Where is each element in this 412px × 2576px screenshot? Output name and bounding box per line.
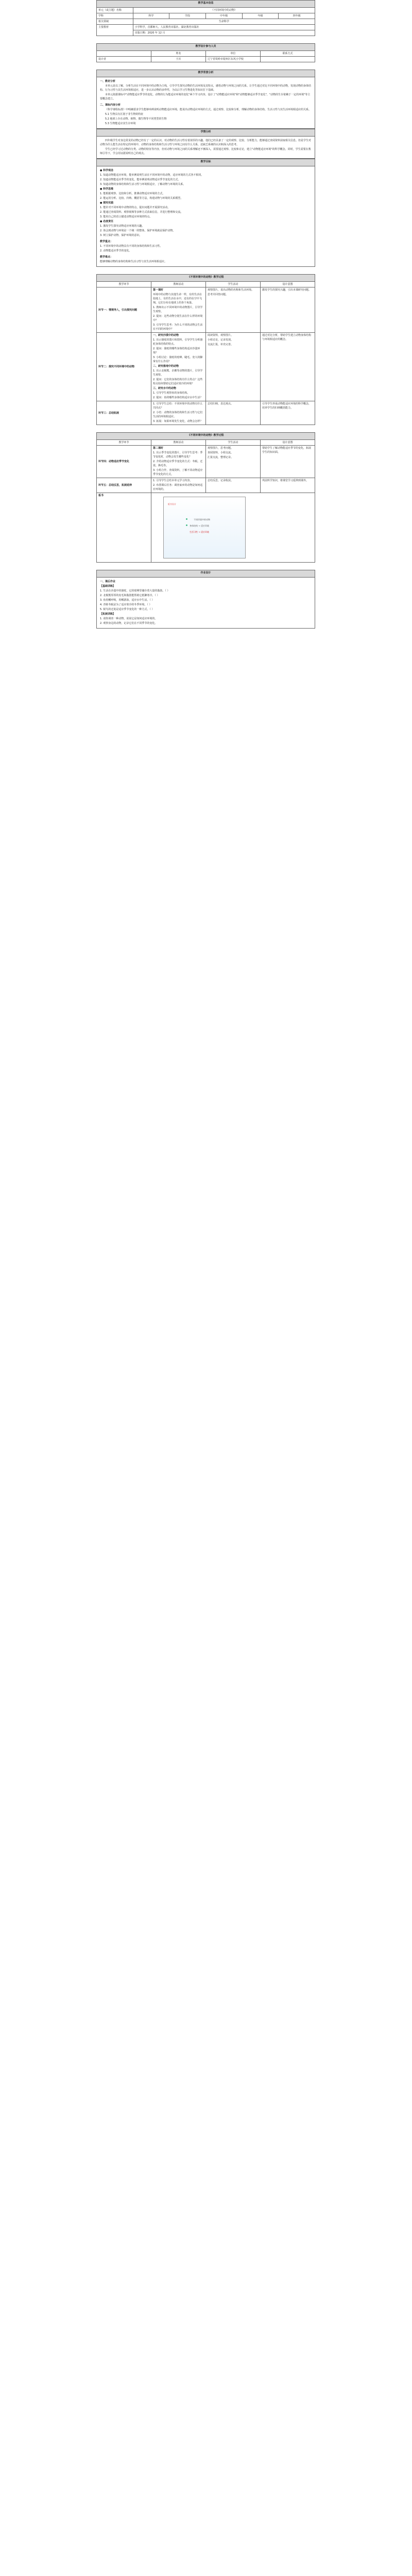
objective-item: 2. 知道动物能适应季节的变化，能举例说明动物适应季节变化的方式。 bbox=[100, 178, 181, 181]
label-field: 相关领域 bbox=[97, 19, 133, 25]
teacher-line: 环境中的动物与其他生命一样，有的生活在陆地上，有的生活在水中，还有的在空中飞翔。它们分布在地球上的各个角落。 bbox=[153, 293, 202, 304]
homework-item: 3. 鱼用鳃呼吸，用鳍游泳，适应水中生活。（ ） bbox=[100, 599, 154, 602]
section-title-homework: 作业设计 bbox=[97, 570, 315, 578]
section-title-process-2: 《不同环境中的动物》教学过程 bbox=[97, 433, 315, 440]
board-line-3: 生活习性 → 适应环境 bbox=[190, 531, 209, 533]
header-stage: 教学环节 bbox=[97, 282, 151, 287]
student-line: 小组讨论，记录发现。 bbox=[208, 338, 234, 342]
header-teacher: 教师活动 bbox=[151, 282, 206, 287]
teacher-line: 3. 拓展：如果环境发生变化，动物会怎样？ bbox=[153, 420, 203, 423]
teacher-line: 2. 提问：这些动物分别生活在什么样的环境中？ bbox=[153, 315, 203, 322]
objective-head: ● 科学观念 bbox=[100, 169, 114, 172]
teacher-line: 一、研究沙漠中的动物 bbox=[153, 334, 179, 337]
objective-head: ● 科学思维 bbox=[100, 188, 114, 191]
teacher-line: 1. 引导学生总结：不同环境中的动物有什么共同点？ bbox=[153, 402, 203, 410]
student-line: 观察图片，说出动物的名称和生活环境。 bbox=[208, 289, 254, 292]
homework-sub: 【基础训练】 bbox=[100, 585, 116, 588]
board-line-1: 不同环境中的动物 bbox=[194, 518, 210, 521]
homework-table bbox=[96, 570, 315, 629]
homework-item: 1. 请你调查一种动物，说说它是如何适应环境的。 bbox=[100, 617, 158, 620]
value-unit: 《不同环境中的动物》 bbox=[133, 8, 315, 13]
header-student: 学生活动 bbox=[206, 282, 261, 287]
intent-line: 引导学生形成动物能适应环境的科学概念，培养学生的归纳概括能力。 bbox=[262, 402, 312, 410]
student-line: 总结归纳，表达观点。 bbox=[208, 402, 234, 405]
intent-line: 巩固所学知识，将课堂学习延伸到课外。 bbox=[262, 479, 309, 482]
section-title-objectives: 教学目标 bbox=[97, 159, 315, 166]
teacher-line: 二、研究极地中的动物 bbox=[153, 365, 179, 368]
difficulty-item: 能够理解动物的身体结构和生活习性与其生活环境相适应。 bbox=[100, 260, 167, 263]
student-line: 总结反思，记录收获。 bbox=[208, 479, 234, 482]
board-line-2: 身体结构 → 适应环境 bbox=[190, 524, 209, 527]
value-stage: 中年级 bbox=[205, 13, 242, 19]
standard-item: 5.1 生物具有区别于非生物的特征 bbox=[105, 113, 144, 116]
learner-analysis-table bbox=[96, 129, 315, 159]
board-design-image bbox=[163, 497, 246, 558]
teacher-line: 3. 引导学生思考：为什么不同的动物会生活在不同的环境中？ bbox=[153, 324, 203, 331]
teacher-line: 1. 引导学生观察鱼的身体结构。 bbox=[153, 392, 190, 395]
key-points-head: 教学重点： bbox=[100, 240, 113, 243]
teacher-line: 2. 提问：鱼的哪些身体结构适应水中生活？ bbox=[153, 396, 203, 399]
header-intent: 设计意图 bbox=[261, 282, 315, 287]
header-student: 学生活动 bbox=[206, 440, 261, 446]
bullet-dot-icon bbox=[186, 524, 187, 526]
teacher-line: 1. 出示骆驼的图片和资料，引导学生分析骆驼身体结构的特点。 bbox=[153, 338, 203, 346]
objective-item: 3. 知道动物的身体结构和生活习性与环境相适应，了解动物与环境的关系。 bbox=[100, 183, 186, 186]
label-subject: 学科 bbox=[97, 13, 133, 19]
section-title-designer: 教学设计参与人员 bbox=[97, 44, 315, 51]
objective-item: 2. 能运用分析、比较、归纳、概括等方法，构建动物与环境的关系模型。 bbox=[100, 197, 183, 200]
standards-head: 二、课标内容分析 bbox=[100, 104, 121, 107]
teacher-line: 第二课时 bbox=[153, 447, 164, 450]
designer-role: 设计者 bbox=[97, 57, 151, 62]
student-line: 汇报交流，整理记录。 bbox=[208, 456, 234, 459]
label-stage: 学段 bbox=[169, 13, 206, 19]
learner-para-2: 学生已经学习过动物的分类、动物的特征等内容，但对动物与环境之间的关系理解还不够深入，需要通过观察、比较和讨论，建立"动物能适应环境"的科学概念。同时，学生需要在教师引导下，学会用证据说明自己的观点。 bbox=[100, 148, 311, 155]
teacher-line: 3. 小组合作，查阅资料，了解不同动物适应季节变化的方式。 bbox=[153, 469, 203, 476]
teacher-line: 1. 教师出示不同环境中的动物图片，引导学生观察。 bbox=[153, 306, 203, 313]
teacher-line: 1. 引导学生总结本单元学习内容。 bbox=[153, 479, 193, 482]
stage-cell: 环节三：总结拓展 bbox=[97, 401, 151, 425]
key-point-item: 1. 不同环境中的动物具有不同的身体结构和生活习性。 bbox=[100, 245, 163, 248]
intent-line: 帮助学生了解动物能适应季节的变化，拓展学生的知识面。 bbox=[262, 447, 312, 454]
objective-item: 2. 能通过查阅资料、观察视频等多种方式获取信息，并进行整理和交流。 bbox=[100, 211, 183, 214]
teacher-line: 1. 出示北极熊、企鹅等动物的图片，引导学生观察。 bbox=[153, 369, 203, 377]
key-point-item: 2. 动物能适应季节的变化。 bbox=[100, 249, 132, 252]
header-contact: 联系方式 bbox=[261, 51, 315, 57]
header-unit: 单位 bbox=[206, 51, 261, 57]
stage-cell: 环节五：总结反思，拓展延伸 bbox=[97, 478, 151, 493]
objective-head: ● 态度责任 bbox=[100, 220, 114, 223]
stage-cell: 环节二：探究不同环境中的动物 bbox=[97, 333, 151, 401]
label-grade: 年级 bbox=[242, 13, 279, 19]
value-grade: 四年级 bbox=[279, 13, 315, 19]
designer-name: 王兵 bbox=[151, 57, 206, 62]
objective-item: 1. 能针对不同环境中动物的特点，提出问题并开展探究活动。 bbox=[100, 206, 170, 209]
section-title-analysis: 教学背景分析 bbox=[97, 70, 315, 77]
standard-item: 5.2 地球上存在动物、植物、微生物等不同类型的生物 bbox=[105, 117, 167, 121]
designer-table bbox=[96, 43, 315, 62]
board-label: 板书 bbox=[97, 493, 151, 563]
teacher-line: 2. 布置课后任务：调查家乡的动物是如何适应环境的。 bbox=[153, 484, 203, 491]
header-stage: 教学环节 bbox=[97, 440, 151, 446]
objective-head: ● 探究实践 bbox=[100, 201, 114, 205]
objective-item: 3. 树立保护动物、保护环境的意识。 bbox=[100, 234, 142, 237]
teacher-line: 1. 出示季节变化的图片，引导学生思考：季节变化时，动物会发生哪些变化？ bbox=[153, 451, 203, 459]
header-teacher: 教师活动 bbox=[151, 440, 206, 446]
section-title-process-1: 《不同环境中的动物》教学过程 bbox=[97, 275, 315, 282]
bullet-dot-icon bbox=[186, 518, 187, 520]
intent-line: 通过对比分析，帮助学生建立动物身体结构与环境相适应的概念。 bbox=[262, 334, 312, 341]
header-name: 姓名 bbox=[151, 51, 206, 57]
value-textbook: 小学科学，首都师大、人民教育出版社、湖北教育出版社 bbox=[133, 25, 315, 30]
homework-item: 2. 北极熊厚厚的皮毛和脂肪能帮助它抵御寒冷。（ ） bbox=[100, 594, 160, 597]
homework-sub: 【拓展训练】 bbox=[100, 613, 116, 616]
label-textbook: 主要教材 bbox=[97, 25, 133, 36]
stage-cell: 环节一：情境导入，引出探究问题 bbox=[97, 287, 151, 333]
basic-info-table bbox=[96, 0, 315, 36]
teacher-line: 2. 介绍动物适应季节变化的方式：冬眠、迁徙、换毛等。 bbox=[153, 460, 203, 467]
background-analysis-table bbox=[96, 70, 315, 129]
difficulty-head: 教学难点： bbox=[100, 256, 113, 259]
objective-item: 3. 能用自己的语言描述动物适应环境的特点。 bbox=[100, 215, 152, 218]
objective-item: 1. 知道动物能适应环境，能举例说明生活在不同环境中的动物，适应环境的方式各不相同。 bbox=[100, 174, 204, 177]
designer-unit: 辽宁省铁岭市银州区东风小学校 bbox=[206, 57, 261, 62]
student-line: 观察图片，思考问题。 bbox=[208, 447, 234, 450]
analysis-para-2: 本单元依据课标中"动物能适应季节的变化，动物的行为能适应环境的变化"两个学习内容，设计了"动物能适应环境"和"动物能够适应季节变化"，"动物的生存依赖于一定的环境"等主要概念建立。 bbox=[100, 93, 311, 100]
teacher-line: 三、研究水中的动物 bbox=[153, 387, 177, 390]
homework-item: 1. 生活在沙漠中的骆驼，它的驼峰里储存着大量的脂肪。（ ） bbox=[100, 589, 170, 592]
value-subject: 科学 bbox=[133, 13, 169, 19]
header-intent: 设计意图 bbox=[261, 440, 315, 446]
board-header: 板书设计 bbox=[168, 503, 176, 505]
student-line: 阅读资料，观察图片。 bbox=[208, 334, 234, 337]
objective-item: 2. 体会到动物与环境是一个统一的整体，保护环境就是保护动物。 bbox=[100, 229, 176, 232]
value-publish-date: 出版日期：2020 年 12 月 bbox=[133, 30, 315, 36]
homework-head: 一、课后作业 bbox=[100, 580, 116, 583]
analysis-para-1: 本单元是以了解、分析生活在不同环境中的动物为主线，引导学生探究动物的生活环境及其特点，感悟动物与环境之间的关系。让学生通过对比不同环境中的动物，发现动物的身体结构、行为习性与其生活环境相适应，进一步认识动物的多样性，为以后学习生物进化等知识打下基础。 bbox=[100, 84, 312, 92]
student-line: 思考并回答问题。 bbox=[208, 293, 229, 296]
process-table-2 bbox=[96, 432, 315, 563]
stage-cell: 环节四：动物适应季节变化 bbox=[97, 446, 151, 478]
objectives-table bbox=[96, 159, 315, 267]
section-title-basic-info: 教学基本信息 bbox=[97, 1, 315, 8]
student-line: 查阅资料，小组交流。 bbox=[208, 451, 234, 454]
label-unit: 单元（或主题）名称 bbox=[97, 8, 133, 13]
teacher-line: 第一课时 bbox=[153, 289, 164, 292]
standards-intro: 《科学课程标准》中明确要求学生能够举例说明动物能适应环境，能说出动物适应环境的方式。通过观察、比较和分析，理解动物的身体结构、生活习性与其生活环境相适应的关系。 bbox=[105, 108, 312, 111]
section-title-learner: 学情分析 bbox=[97, 129, 315, 137]
standard-item: 5.3 生物能适应其生存环境 bbox=[105, 122, 136, 125]
student-line: 交流汇报，补充完善。 bbox=[208, 343, 234, 346]
homework-item: 4. 青蛙冬眠是为了适应寒冷的冬季环境。（ ） bbox=[100, 603, 152, 606]
intent-line: 激发学生的探究兴趣，引出本课研究问题。 bbox=[262, 289, 312, 292]
objective-item: 1. 激发学生探究动物适应环境的兴趣。 bbox=[100, 225, 145, 228]
objective-item: 1. 能根据观察、比较和分析，推测动物适应环境的方式。 bbox=[100, 192, 165, 195]
learner-para-1: 四年级学生对身边常见的动物已经有了一定的认识，对动物的生活习性有着浓厚的兴趣。他们已经具备了一定的观察、比较、分析能力，能够通过查阅资料获取相关信息。但是学生对动物为什么能生活在特定的环境中，动物的身体结构和生活习性与环境之间有什么关系，还缺乏系统的认识和深入的思考。 bbox=[100, 139, 312, 146]
homework-item: 5. 候鸟的迁徙是适应季节变化的一种方式。（ ） bbox=[100, 608, 154, 611]
analysis-head: 一、教材分析 bbox=[100, 80, 116, 83]
teacher-line: 2. 小结：动物的身体结构和生活习性与它们生活的环境相适应。 bbox=[153, 411, 203, 418]
teacher-line: 2. 提问：它们的身体结构有什么特点？这些特点如何帮助它们适应寒冷的环境？ bbox=[153, 378, 203, 385]
process-table-1 bbox=[96, 274, 315, 425]
homework-item: 2. 观察身边的动物，记录它们在不同季节的变化。 bbox=[100, 622, 158, 625]
value-field: 生命科学 bbox=[133, 19, 315, 25]
teacher-line: 2. 提问：骆驼的哪些身体结构适应沙漠环境？ bbox=[153, 347, 200, 354]
teacher-line: 3. 小组讨论：骆驼的驼峰、睫毛、宽大的脚掌有什么作用？ bbox=[153, 356, 203, 363]
